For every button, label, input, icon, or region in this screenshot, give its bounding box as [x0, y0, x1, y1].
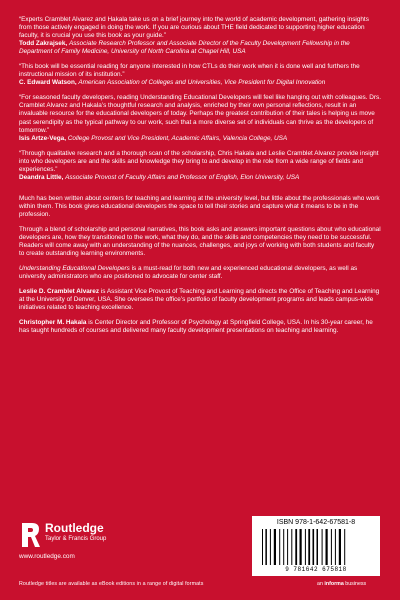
description-paragraph: Through a blend of scholarship and personal narratives, this book asks and answers important questions about who educational developers are, how they transitioned to the work, what they do, and the skills and competencies they need to be successful. Readers will come away with an understanding of the nuances, challenges, and joys of working with both students and faculty to create outstanding learning environments.: [19, 225, 381, 258]
endorsement: [19, 94, 381, 142]
informa-suffix: business: [343, 581, 367, 587]
endorsement-quote: “Through qualitative research and a thorough scan of the scholarship, Chris Hakala and Leslie Cramblet Alvarez provide insight into who developers are and the skills and knowledge they bring to and develop in the role from a wide range of fields and experiences.”: [19, 149, 379, 173]
informa-prefix: an: [317, 581, 325, 587]
barcode-bar: [279, 529, 280, 565]
author-bio-text: is Center Director and Professor of Psychology at Springfield College, USA. In his 30-year career, he has taught hundreds of courses and delivered many faculty development presentations on teaching and learning.: [19, 319, 373, 335]
barcode: [252, 516, 380, 576]
barcode-bar: [283, 529, 284, 565]
endorsement-attribution: [19, 79, 381, 87]
endorsement: [19, 63, 381, 87]
barcode-bar: [335, 529, 336, 565]
barcode-bar: [331, 529, 332, 565]
endorsement-quote: “Experts Cramblet Alvarez and Hakala take us on a brief journey into the world of academic development, gathering insights from those actively engaged in doing the work. If you are curious about THE field dedicated to supporting higher education faculty, it is crucial you use this book as your guide.”: [19, 16, 369, 40]
barcode-bar: [305, 529, 306, 565]
endorsement-attribution: [19, 40, 381, 56]
routledge-logo-icon: [19, 521, 41, 549]
barcode-bars: [260, 529, 372, 565]
barcode-bar: [262, 529, 263, 565]
barcode-bar: [322, 529, 323, 565]
barcode-bar: [313, 529, 315, 565]
barcode-bar: [270, 529, 271, 565]
book-title: Understanding Educational Developers: [19, 265, 130, 273]
author-bio: [19, 319, 381, 335]
barcode-bar: [339, 529, 341, 565]
barcode-bar: [300, 529, 302, 565]
barcode-bar: [344, 529, 345, 565]
endorser-role: College Provost and Vice President, Academic Affairs, Valencia College, USA: [67, 134, 288, 142]
description-paragraph: Much has been written about centers for teaching and learning at the university level, but little about the professionals who work within them. This book gives educational developers the space to tell their stories and capture what it means to be in the profession.: [19, 194, 380, 218]
barcode-bar: [291, 529, 292, 565]
barcode-digits: 9 781642 675818: [285, 566, 347, 573]
barcode-bar: [265, 529, 267, 565]
mustread-paragraph: [19, 265, 381, 281]
cover-text: [19, 16, 381, 343]
isbn-label: ISBN 978-1-642-67581-8: [276, 519, 356, 526]
endorser-role: American Association of Colleges and Universities, Vice President for Digital Innovation: [78, 79, 326, 87]
endorser-role: Associate Research Professor and Associate Director of the Faculty Development Fellowship in the Department of Family Medicine, University of North Carolina at Chapel Hill, USA: [19, 40, 350, 56]
endorser-name: C. Edward Watson,: [19, 79, 77, 87]
barcode-bar: [295, 529, 297, 565]
endorsement-attribution: [19, 135, 381, 143]
barcode-bar: [287, 529, 288, 565]
endorsement-quote: “This book will be essential reading for anyone interested in how CTLs do their work when it is done well and furthers the instructional mission of its institution.”: [19, 63, 360, 79]
barcode-bar: [326, 529, 328, 565]
mustread-text: is a must-read for both new and experienced educational developers, as well as university administrators who are positioned to advocate for center staff.: [19, 265, 358, 281]
barcode-bar: [308, 529, 310, 565]
endorsement-quote: “For seasoned faculty developers, reading Understanding Educational Developers will feel like hanging out with colleagues. Drs. Cramblet Alvarez and Hakala’s thoughtful research and analysis, enriched by their own personal reflections, result in an invaluable resource for the educational developers of today. Perhaps the greatest contribution of their tales is helping us move past serendipity as the typical pathway to our work, such that a more diverse set of individuals can thrive as the developers of tomorrow.”: [19, 94, 381, 134]
author-name: Leslie D. Cramblet Alvarez: [19, 288, 100, 296]
endorsement-attribution: [19, 174, 381, 182]
endorser-role: Associate Provost of Faculty Affairs and Professor of English, Elon University, USA: [65, 173, 300, 181]
author-bio: [19, 288, 381, 312]
endorser-name: Deandra Little,: [19, 173, 64, 181]
informa-brand: informa: [324, 581, 344, 587]
endorsement: [19, 16, 381, 56]
publisher-name: Routledge: [45, 521, 104, 535]
barcode-bar: [317, 529, 319, 565]
ebook-note: Routledge titles are available as eBook editions in a range of digital formats: [19, 581, 204, 587]
endorsement: [19, 150, 381, 182]
author-name: Christopher M. Hakala: [19, 319, 87, 327]
informa-business: [317, 581, 366, 587]
author-bio-text: is Assistant Vice Provost of Teaching and Learning and directs the Office of Teaching and Learning at the University of Denver, USA. She oversees the office’s portfolio of faculty development programs and leads campus-wide initiatives related to teaching excellence.: [19, 288, 380, 312]
endorser-name: Isis Artze-Vega,: [19, 134, 67, 142]
endorser-name: Todd Zakrajsek,: [19, 40, 68, 48]
publisher-group: Taylor & Francis Group: [45, 536, 107, 542]
publisher-website[interactable]: www.routledge.com: [19, 553, 75, 560]
barcode-bar: [274, 529, 276, 565]
